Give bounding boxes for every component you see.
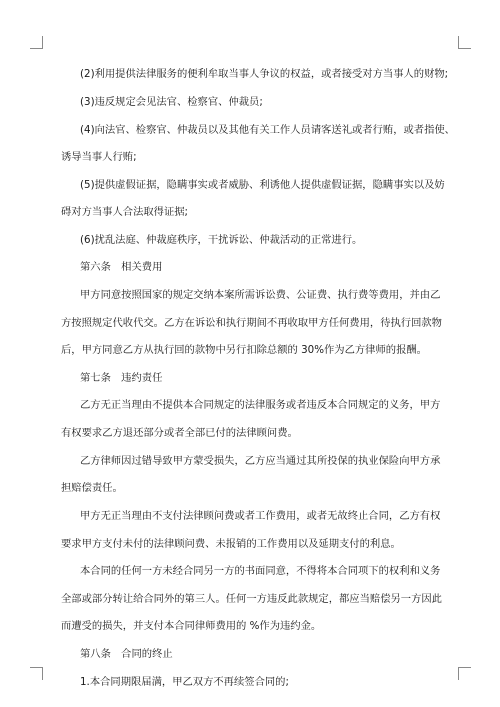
text-line: (5)提供虚假证据，隐瞒事实或者威胁、利诱他人提供虚假证据，隐瞒事实以及妨 bbox=[80, 179, 445, 191]
text-line: 本合同的任何一方未经合同另一方的书面同意，不得将本合同项下的权利和义务 bbox=[80, 565, 441, 577]
text-line: (3)违反规定会见法官、检察官、仲裁员; bbox=[80, 96, 263, 108]
text-line: 1.本合同期限届满，甲乙双方不再续签合同的; bbox=[80, 676, 289, 688]
section-heading: 第六条 相关费用 bbox=[80, 261, 163, 273]
crop-mark-top-right bbox=[458, 36, 471, 49]
text-line: (4)向法官、检察官、仲裁员以及其他有关工作人员请客送礼或者行贿，或者指使、 bbox=[80, 124, 455, 136]
text-line: 全部或部分转让给合同外的第三人。任何一方违反此款规定，都应当赔偿另一方因此 bbox=[61, 593, 442, 605]
text-line: 后，甲方同意乙方从执行回的款物中另行扣除总额的 30%作为乙方律师的报酬。 bbox=[61, 344, 427, 356]
crop-mark-bottom-right bbox=[458, 667, 471, 680]
text-line: 方按照规定代收代交。乙方在诉讼和执行期间不再收取甲方任何费用，待执行回款物 bbox=[61, 317, 442, 329]
text-line: 担赔偿责任。 bbox=[61, 482, 123, 494]
section-heading: 第七条 违约责任 bbox=[80, 372, 163, 384]
text-line: 乙方律师因过错导致甲方蒙受损失，乙方应当通过其所投保的执业保险向甲方承 bbox=[80, 455, 441, 467]
text-line: (2)利用提供法律服务的便利牟取当事人争议的权益，或者接受对方当事人的财物; bbox=[80, 68, 449, 80]
text-line: 甲方无正当理由不支付法律顾问费或者工作费用，或者无故终止合同，乙方有权 bbox=[80, 510, 441, 522]
text-line: 乙方无正当理由不提供本合同规定的法律服务或者违反本合同规定的义务，甲方 bbox=[80, 399, 441, 411]
text-line: 甲方同意按照国家的规定交纳本案所需诉讼费、公证费、执行费等费用，并由乙 bbox=[80, 289, 441, 301]
crop-mark-top-left bbox=[30, 36, 43, 49]
section-heading: 第八条 合同的终止 bbox=[80, 648, 173, 660]
text-line: (6)扰乱法庭、仲裁庭秩序，干扰诉讼、仲裁活动的正常进行。 bbox=[80, 234, 363, 246]
crop-mark-bottom-left bbox=[30, 667, 43, 680]
text-line: 有权要求乙方退还部分或者全部已付的法律顾问费。 bbox=[61, 427, 298, 439]
text-line: 要求甲方支付未付的法律顾问费、未报销的工作费用以及延期支付的利息。 bbox=[61, 538, 401, 550]
text-line: 碍对方当事人合法取得证据; bbox=[61, 206, 189, 218]
text-line: 而遭受的损失，并支付本合同律师费用的 %作为违约金。 bbox=[61, 620, 322, 632]
text-line: 诱导当事人行贿; bbox=[61, 151, 137, 163]
